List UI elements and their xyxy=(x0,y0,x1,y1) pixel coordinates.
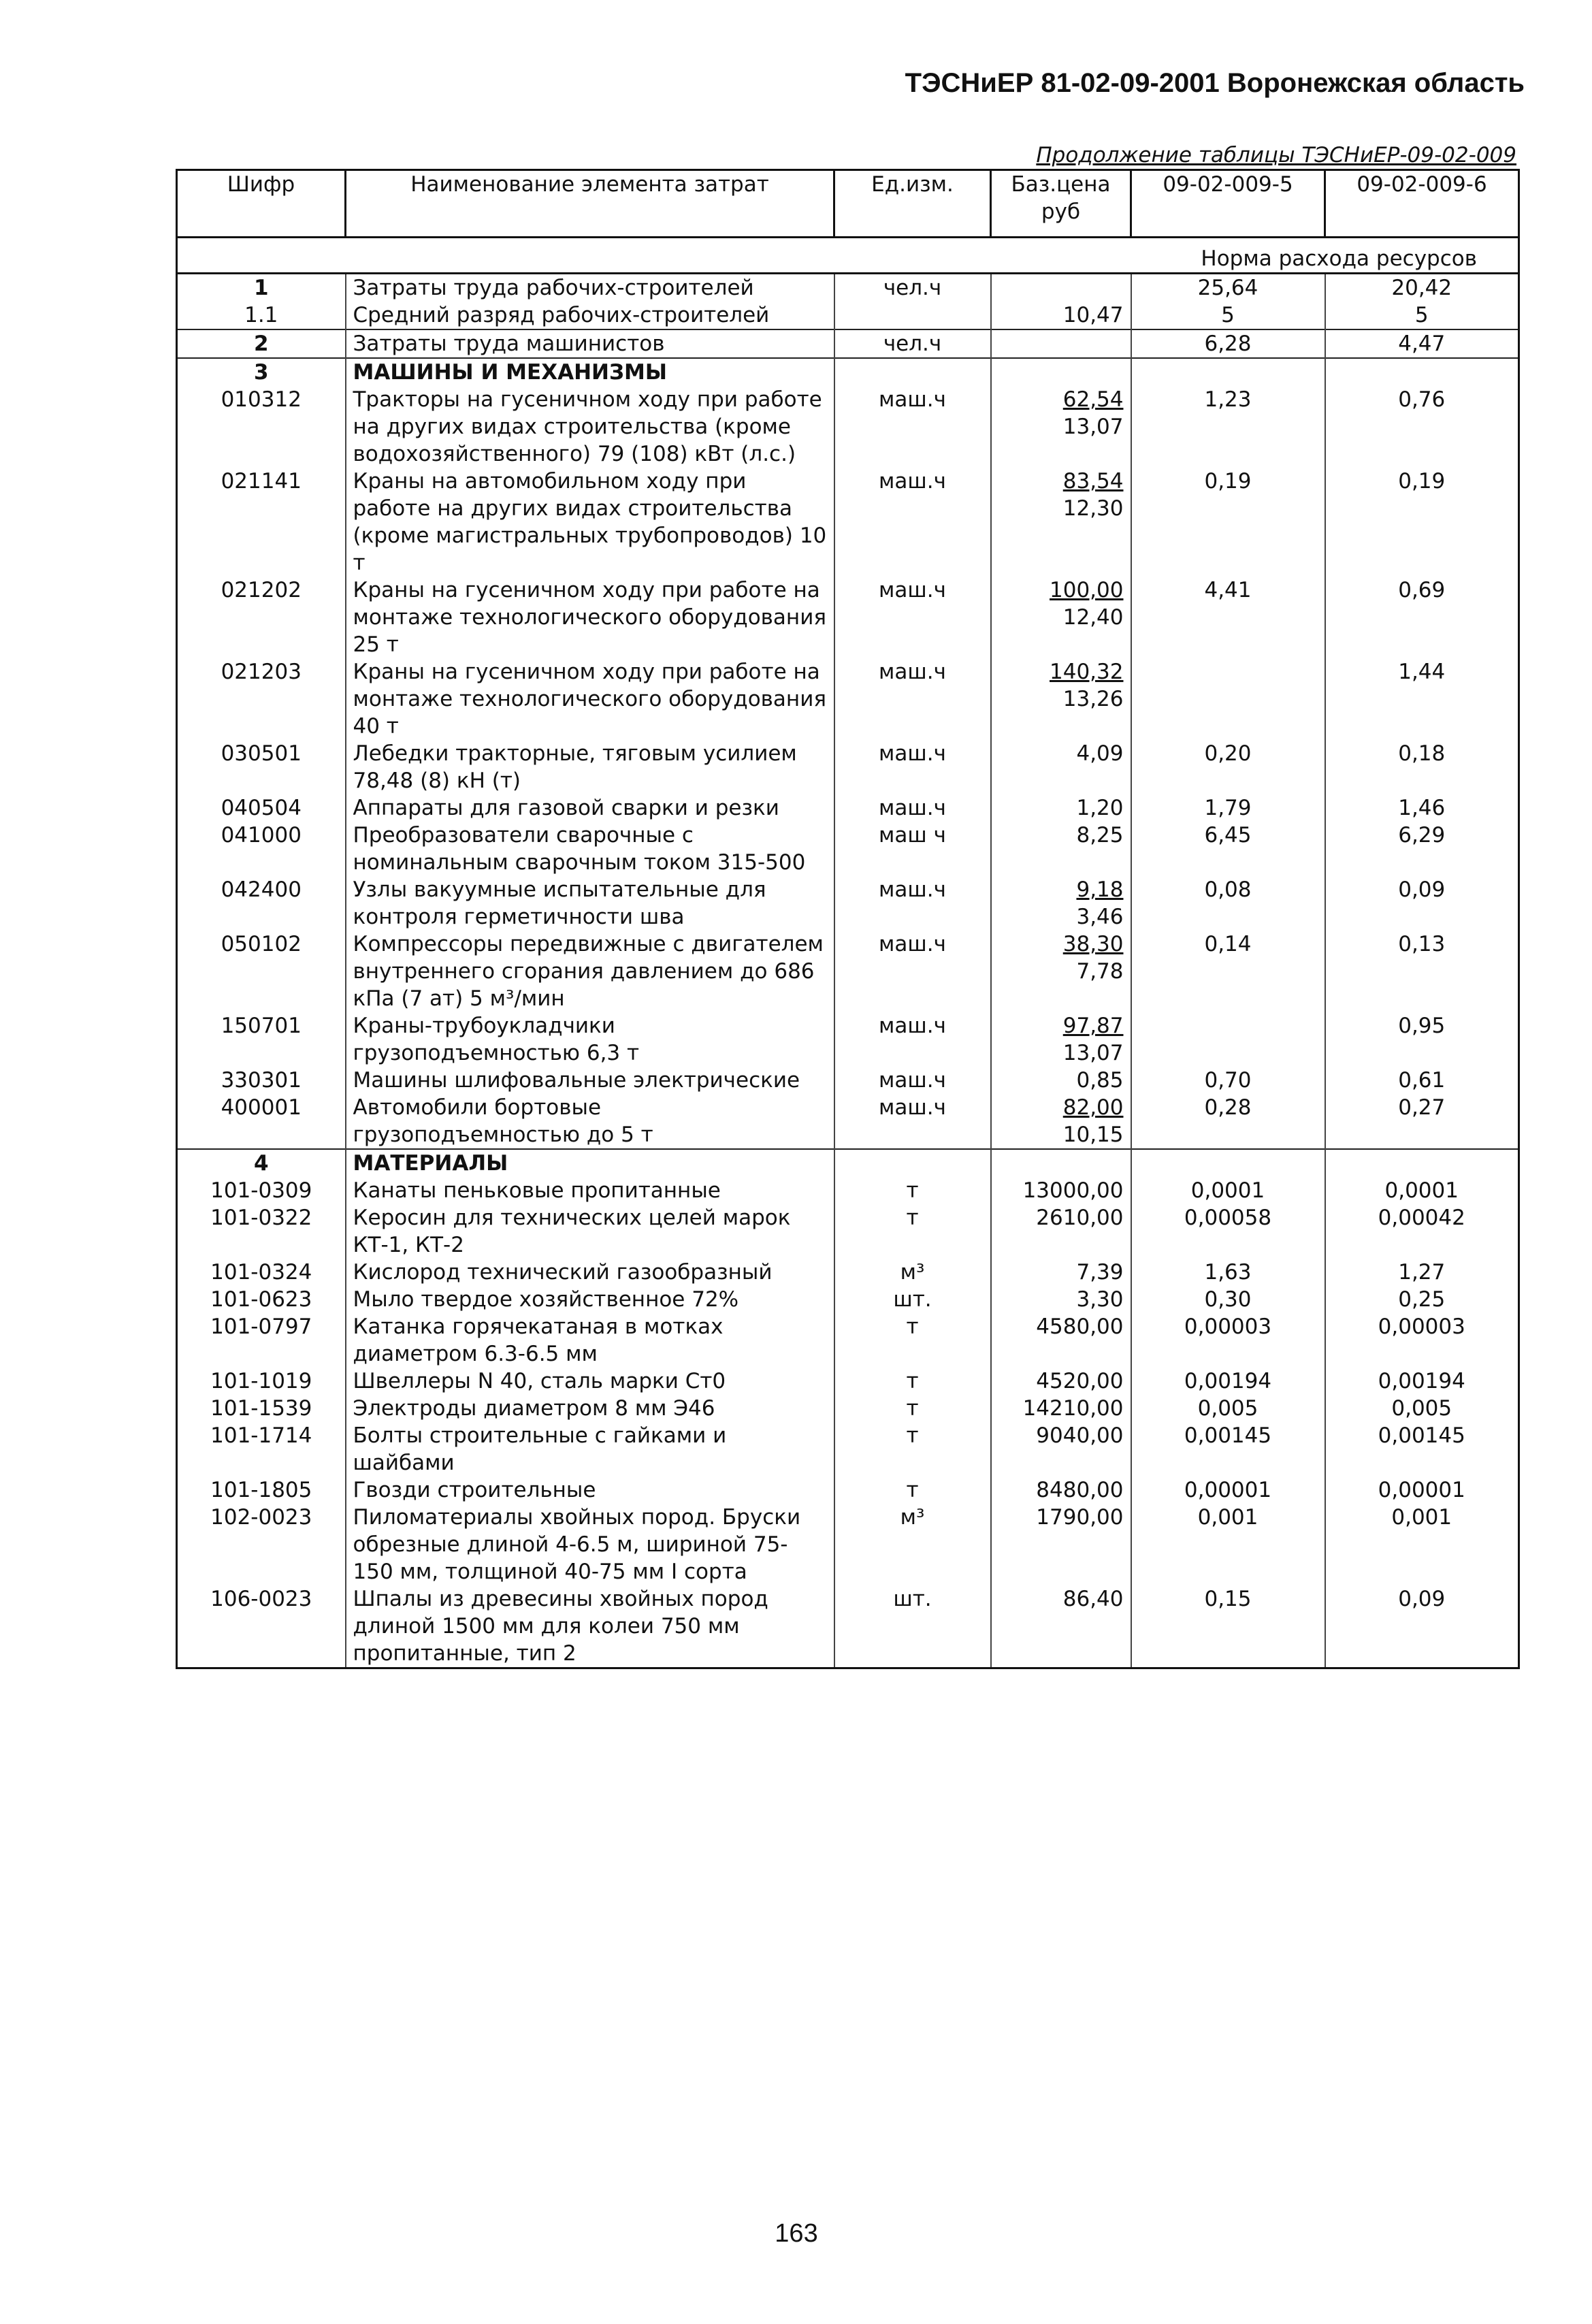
row-name: Керосин для технических целей марок КТ-1, КТ-2 xyxy=(346,1204,834,1259)
row-price xyxy=(991,1094,1131,1149)
row-value-col5: 1,23 xyxy=(1131,386,1325,468)
row-value-col5 xyxy=(1131,1012,1325,1067)
row-price xyxy=(991,274,1131,302)
row-unit: маш.ч xyxy=(834,577,991,658)
row-value-col6: 0,13 xyxy=(1325,931,1519,1012)
row-code: 1.1 xyxy=(177,302,346,329)
row-value-col5: 4,41 xyxy=(1131,577,1325,658)
row-code: 101-0322 xyxy=(177,1204,346,1259)
row-value-col5 xyxy=(1131,1149,1325,1177)
row-code: 101-0797 xyxy=(177,1313,346,1368)
table-row xyxy=(177,1504,1519,1585)
row-price xyxy=(991,577,1131,658)
row-price-value: 1790,00 xyxy=(1036,1505,1124,1530)
row-unit: маш.ч xyxy=(834,1094,991,1149)
row-name: Швеллеры N 40, сталь марки Ст0 xyxy=(346,1368,834,1395)
row-price-wage: 13,26 xyxy=(1062,687,1124,711)
row-value-col5 xyxy=(1131,658,1325,740)
row-name: Преобразователи сварочные с номинальным сварочным током 315-500 xyxy=(346,822,834,876)
row-unit: маш.ч xyxy=(834,931,991,1012)
table-row xyxy=(177,302,1519,329)
row-price-wage: 12,30 xyxy=(1062,496,1124,521)
row-value-col6: 0,76 xyxy=(1325,386,1519,468)
row-code: 040504 xyxy=(177,794,346,822)
table-row xyxy=(177,274,1519,302)
row-code: 030501 xyxy=(177,740,346,794)
page-number: 163 xyxy=(775,2219,818,2248)
row-price-value: 83,54 xyxy=(1062,469,1124,494)
table-row xyxy=(177,1204,1519,1259)
row-name: Затраты труда машинистов xyxy=(346,329,834,358)
row-price xyxy=(991,1476,1131,1504)
row-price xyxy=(991,386,1131,468)
header-price xyxy=(991,170,1131,238)
row-code: 400001 xyxy=(177,1094,346,1149)
table-row xyxy=(177,1476,1519,1504)
row-unit: т xyxy=(834,1368,991,1395)
row-price xyxy=(991,1286,1131,1313)
row-value-col6 xyxy=(1325,358,1519,386)
row-name: Электроды диаметром 8 мм Э46 xyxy=(346,1395,834,1422)
row-value-col6: 0,00194 xyxy=(1325,1368,1519,1395)
row-value-col5: 0,0001 xyxy=(1131,1177,1325,1204)
row-name: Катанка горячекатаная в мотках диаметром 6.3-6.5 мм xyxy=(346,1313,834,1368)
table-row xyxy=(177,1422,1519,1476)
row-price xyxy=(991,1422,1131,1476)
header-name: Наименование элемента затрат xyxy=(346,170,834,238)
row-name: Краны на автомобильном ходу при работе на других видах строительства (кроме магистральных трубопроводов) 10 т xyxy=(346,468,834,577)
row-name: Лебедки тракторные, тяговым усилием 78,48 (8) кН (т) xyxy=(346,740,834,794)
row-price-value: 62,54 xyxy=(1062,387,1124,412)
row-price-value: 2610,00 xyxy=(1036,1206,1124,1230)
table-row xyxy=(177,931,1519,1012)
table-header-row xyxy=(177,170,1519,238)
row-value-col5: 0,00003 xyxy=(1131,1313,1325,1368)
row-value-col6: 0,00145 xyxy=(1325,1422,1519,1476)
row-price xyxy=(991,876,1131,931)
row-name: Кислород технический газообразный xyxy=(346,1259,834,1286)
row-price-value: 4520,00 xyxy=(1036,1369,1124,1393)
row-price xyxy=(991,329,1131,358)
row-value-col6: 0,95 xyxy=(1325,1012,1519,1067)
row-price-value: 8,25 xyxy=(1076,823,1124,848)
row-unit: м³ xyxy=(834,1504,991,1585)
table-row xyxy=(177,1585,1519,1668)
table-row xyxy=(177,658,1519,740)
row-value-col6: 0,25 xyxy=(1325,1286,1519,1313)
header-unit: Ед.изм. xyxy=(834,170,991,238)
row-price-wage: 12,40 xyxy=(1062,605,1124,630)
row-code: 4 xyxy=(177,1149,346,1177)
table-row xyxy=(177,329,1519,358)
row-price xyxy=(991,1149,1131,1177)
row-value-col6: 0,00001 xyxy=(1325,1476,1519,1504)
row-name: МАТЕРИАЛЫ xyxy=(346,1149,834,1177)
norma-label: Норма расхода ресурсов xyxy=(177,238,1519,274)
row-price-value: 10,47 xyxy=(1062,303,1124,327)
table-row xyxy=(177,740,1519,794)
row-price xyxy=(991,302,1131,329)
row-price-value: 82,00 xyxy=(1062,1095,1124,1120)
row-price xyxy=(991,822,1131,876)
row-price xyxy=(991,658,1131,740)
row-value-col6: 0,00003 xyxy=(1325,1313,1519,1368)
row-value-col5: 0,00001 xyxy=(1131,1476,1325,1504)
row-code: 010312 xyxy=(177,386,346,468)
row-value-col5: 0,001 xyxy=(1131,1504,1325,1585)
row-value-col5: 0,08 xyxy=(1131,876,1325,931)
row-unit: т xyxy=(834,1476,991,1504)
row-unit: маш.ч xyxy=(834,468,991,577)
row-price-value: 1,20 xyxy=(1076,796,1124,820)
row-unit: м³ xyxy=(834,1259,991,1286)
row-price-value: 4,09 xyxy=(1076,741,1124,766)
row-value-col5: 0,00058 xyxy=(1131,1204,1325,1259)
row-name: Краны на гусеничном ходу при работе на монтаже технологического оборудования 25 т xyxy=(346,577,834,658)
resource-norms-table xyxy=(176,169,1520,1669)
row-value-col6: 1,44 xyxy=(1325,658,1519,740)
row-unit: т xyxy=(834,1313,991,1368)
row-value-col6: 0,19 xyxy=(1325,468,1519,577)
row-price xyxy=(991,358,1131,386)
row-value-col5: 6,45 xyxy=(1131,822,1325,876)
document-title: ТЭСНиЕР 81-02-09-2001 Воронежская область xyxy=(905,68,1525,98)
row-name: Болты строительные с гайками и шайбами xyxy=(346,1422,834,1476)
row-value-col6: 5 xyxy=(1325,302,1519,329)
row-value-col6: 0,001 xyxy=(1325,1504,1519,1585)
row-price xyxy=(991,1313,1131,1368)
row-unit: маш.ч xyxy=(834,386,991,468)
row-price xyxy=(991,1177,1131,1204)
row-price-value: 38,30 xyxy=(1062,932,1124,956)
row-value-col6: 6,29 xyxy=(1325,822,1519,876)
row-value-col5: 0,14 xyxy=(1131,931,1325,1012)
row-code: 102-0023 xyxy=(177,1504,346,1585)
table-row xyxy=(177,876,1519,931)
table-row xyxy=(177,1177,1519,1204)
row-value-col5: 0,00194 xyxy=(1131,1368,1325,1395)
row-name: Компрессоры передвижные с двигателем внутреннего сгорания давлением до 686 кПа (7 ат) 5 м³/мин xyxy=(346,931,834,1012)
row-code: 101-1714 xyxy=(177,1422,346,1476)
row-price-value: 100,00 xyxy=(1050,578,1124,602)
header-code: Шифр xyxy=(177,170,346,238)
table-row xyxy=(177,1395,1519,1422)
row-code: 150701 xyxy=(177,1012,346,1067)
row-name: Средний разряд рабочих-строителей xyxy=(346,302,834,329)
row-code: 3 xyxy=(177,358,346,386)
row-price-value: 86,40 xyxy=(1062,1587,1124,1611)
table-row xyxy=(177,1368,1519,1395)
row-price-value: 7,39 xyxy=(1076,1260,1124,1285)
row-unit: чел.ч xyxy=(834,329,991,358)
row-price xyxy=(991,794,1131,822)
header-price-line2: руб xyxy=(1041,199,1081,224)
row-name: Автомобили бортовые грузоподъемностью до 5 т xyxy=(346,1094,834,1149)
row-code: 041000 xyxy=(177,822,346,876)
row-price-value: 9,18 xyxy=(1076,877,1124,902)
row-name: МАШИНЫ И МЕХАНИЗМЫ xyxy=(346,358,834,386)
row-value-col6: 4,47 xyxy=(1325,329,1519,358)
row-unit: шт. xyxy=(834,1286,991,1313)
table-row xyxy=(177,1067,1519,1094)
row-value-col5: 6,28 xyxy=(1131,329,1325,358)
row-price xyxy=(991,1368,1131,1395)
row-name: Тракторы на гусеничном ходу при работе на других видах строительства (кроме водохозяйственного) 79 (108) кВт (л.с.) xyxy=(346,386,834,468)
row-value-col5: 0,19 xyxy=(1131,468,1325,577)
row-code: 101-0309 xyxy=(177,1177,346,1204)
table-row xyxy=(177,822,1519,876)
row-price-wage: 10,15 xyxy=(1062,1123,1124,1147)
row-unit: маш.ч xyxy=(834,1067,991,1094)
row-price-wage: 3,46 xyxy=(1076,905,1124,929)
row-code: 050102 xyxy=(177,931,346,1012)
row-unit: т xyxy=(834,1204,991,1259)
row-value-col6: 1,46 xyxy=(1325,794,1519,822)
row-unit: т xyxy=(834,1177,991,1204)
row-code: 021203 xyxy=(177,658,346,740)
row-price xyxy=(991,1012,1131,1067)
row-price-wage: 13,07 xyxy=(1062,1041,1124,1065)
row-price xyxy=(991,1395,1131,1422)
table-row xyxy=(177,1149,1519,1177)
row-unit: чел.ч xyxy=(834,274,991,302)
row-price xyxy=(991,1504,1131,1585)
row-value-col6: 0,18 xyxy=(1325,740,1519,794)
row-name: Затраты труда рабочих-строителей xyxy=(346,274,834,302)
header-price-line1: Баз.цена xyxy=(1011,172,1111,197)
table-row xyxy=(177,1286,1519,1313)
row-code: 101-1805 xyxy=(177,1476,346,1504)
row-value-col5 xyxy=(1131,358,1325,386)
row-name: Аппараты для газовой сварки и резки xyxy=(346,794,834,822)
row-name: Пиломатериалы хвойных пород. Бруски обрезные длиной 4-6.5 м, шириной 75-150 мм, толщиной 40-75 мм I сорта xyxy=(346,1504,834,1585)
row-name: Краны-трубоукладчики грузоподъемностью 6,3 т xyxy=(346,1012,834,1067)
row-price-value: 0,85 xyxy=(1076,1068,1124,1093)
table-row xyxy=(177,1313,1519,1368)
row-value-col6: 0,69 xyxy=(1325,577,1519,658)
row-value-col5: 1,79 xyxy=(1131,794,1325,822)
row-price-value: 97,87 xyxy=(1062,1014,1124,1038)
row-code: 106-0023 xyxy=(177,1585,346,1668)
row-value-col5: 0,20 xyxy=(1131,740,1325,794)
row-price-wage: 13,07 xyxy=(1062,415,1124,439)
row-value-col5: 1,63 xyxy=(1131,1259,1325,1286)
table-row xyxy=(177,1012,1519,1067)
row-name: Гвозди строительные xyxy=(346,1476,834,1504)
row-name: Узлы вакуумные испытательные для контроля герметичности шва xyxy=(346,876,834,931)
table-row xyxy=(177,577,1519,658)
row-unit: маш.ч xyxy=(834,876,991,931)
row-price-value: 140,32 xyxy=(1050,660,1124,684)
row-code: 101-1019 xyxy=(177,1368,346,1395)
table-body xyxy=(177,274,1519,1668)
row-value-col6: 0,61 xyxy=(1325,1067,1519,1094)
table-row xyxy=(177,794,1519,822)
table-continuation-label: Продолжение таблицы ТЭСНиЕР-09-02-009 xyxy=(1036,143,1516,167)
row-value-col6 xyxy=(1325,1149,1519,1177)
header-col5: 09-02-009-5 xyxy=(1131,170,1325,238)
table-row xyxy=(177,1094,1519,1149)
table-row xyxy=(177,358,1519,386)
row-code: 101-0623 xyxy=(177,1286,346,1313)
row-value-col6: 0,0001 xyxy=(1325,1177,1519,1204)
row-value-col6: 0,09 xyxy=(1325,1585,1519,1668)
header-col6: 09-02-009-6 xyxy=(1325,170,1519,238)
row-unit: маш.ч xyxy=(834,658,991,740)
row-price-value: 9040,00 xyxy=(1036,1423,1124,1448)
row-value-col6: 20,42 xyxy=(1325,274,1519,302)
row-price-value: 8480,00 xyxy=(1036,1478,1124,1502)
row-unit: т xyxy=(834,1395,991,1422)
row-unit xyxy=(834,1149,991,1177)
row-name: Канаты пеньковые пропитанные xyxy=(346,1177,834,1204)
row-value-col6: 0,27 xyxy=(1325,1094,1519,1149)
row-price xyxy=(991,740,1131,794)
table-row xyxy=(177,468,1519,577)
row-price-value: 13000,00 xyxy=(1022,1178,1124,1203)
row-value-col5: 0,30 xyxy=(1131,1286,1325,1313)
row-price-value: 3,30 xyxy=(1076,1287,1124,1312)
row-code: 330301 xyxy=(177,1067,346,1094)
row-price-value: 14210,00 xyxy=(1022,1396,1124,1421)
row-code: 021141 xyxy=(177,468,346,577)
row-code: 021202 xyxy=(177,577,346,658)
row-name: Краны на гусеничном ходу при работе на монтаже технологического оборудования 40 т xyxy=(346,658,834,740)
row-unit xyxy=(834,302,991,329)
row-unit xyxy=(834,358,991,386)
row-value-col5: 0,00145 xyxy=(1131,1422,1325,1476)
row-value-col6: 0,005 xyxy=(1325,1395,1519,1422)
row-value-col6: 0,00042 xyxy=(1325,1204,1519,1259)
row-value-col5: 0,15 xyxy=(1131,1585,1325,1668)
row-unit: маш ч xyxy=(834,822,991,876)
row-price xyxy=(991,468,1131,577)
row-unit: маш.ч xyxy=(834,794,991,822)
row-price xyxy=(991,931,1131,1012)
row-name: Шпалы из древесины хвойных пород длиной 1500 мм для колеи 750 мм пропитанные, тип 2 xyxy=(346,1585,834,1668)
row-value-col5: 0,70 xyxy=(1131,1067,1325,1094)
row-code: 101-0324 xyxy=(177,1259,346,1286)
row-unit: т xyxy=(834,1422,991,1476)
row-value-col5: 0,005 xyxy=(1131,1395,1325,1422)
row-value-col6: 0,09 xyxy=(1325,876,1519,931)
row-code: 2 xyxy=(177,329,346,358)
table-row xyxy=(177,1259,1519,1286)
row-value-col5: 5 xyxy=(1131,302,1325,329)
row-price xyxy=(991,1259,1131,1286)
row-unit: маш.ч xyxy=(834,1012,991,1067)
row-value-col5: 0,28 xyxy=(1131,1094,1325,1149)
row-value-col5: 25,64 xyxy=(1131,274,1325,302)
row-code: 101-1539 xyxy=(177,1395,346,1422)
row-unit: маш.ч xyxy=(834,740,991,794)
row-code: 042400 xyxy=(177,876,346,931)
norma-row xyxy=(177,238,1519,274)
row-name: Мыло твердое хозяйственное 72% xyxy=(346,1286,834,1313)
row-price xyxy=(991,1585,1131,1668)
row-price-wage: 7,78 xyxy=(1076,959,1124,984)
row-code: 1 xyxy=(177,274,346,302)
row-value-col6: 1,27 xyxy=(1325,1259,1519,1286)
row-name: Машины шлифовальные электрические xyxy=(346,1067,834,1094)
table-row xyxy=(177,386,1519,468)
row-price xyxy=(991,1067,1131,1094)
row-price-value: 4580,00 xyxy=(1036,1314,1124,1339)
row-price xyxy=(991,1204,1131,1259)
row-unit: шт. xyxy=(834,1585,991,1668)
